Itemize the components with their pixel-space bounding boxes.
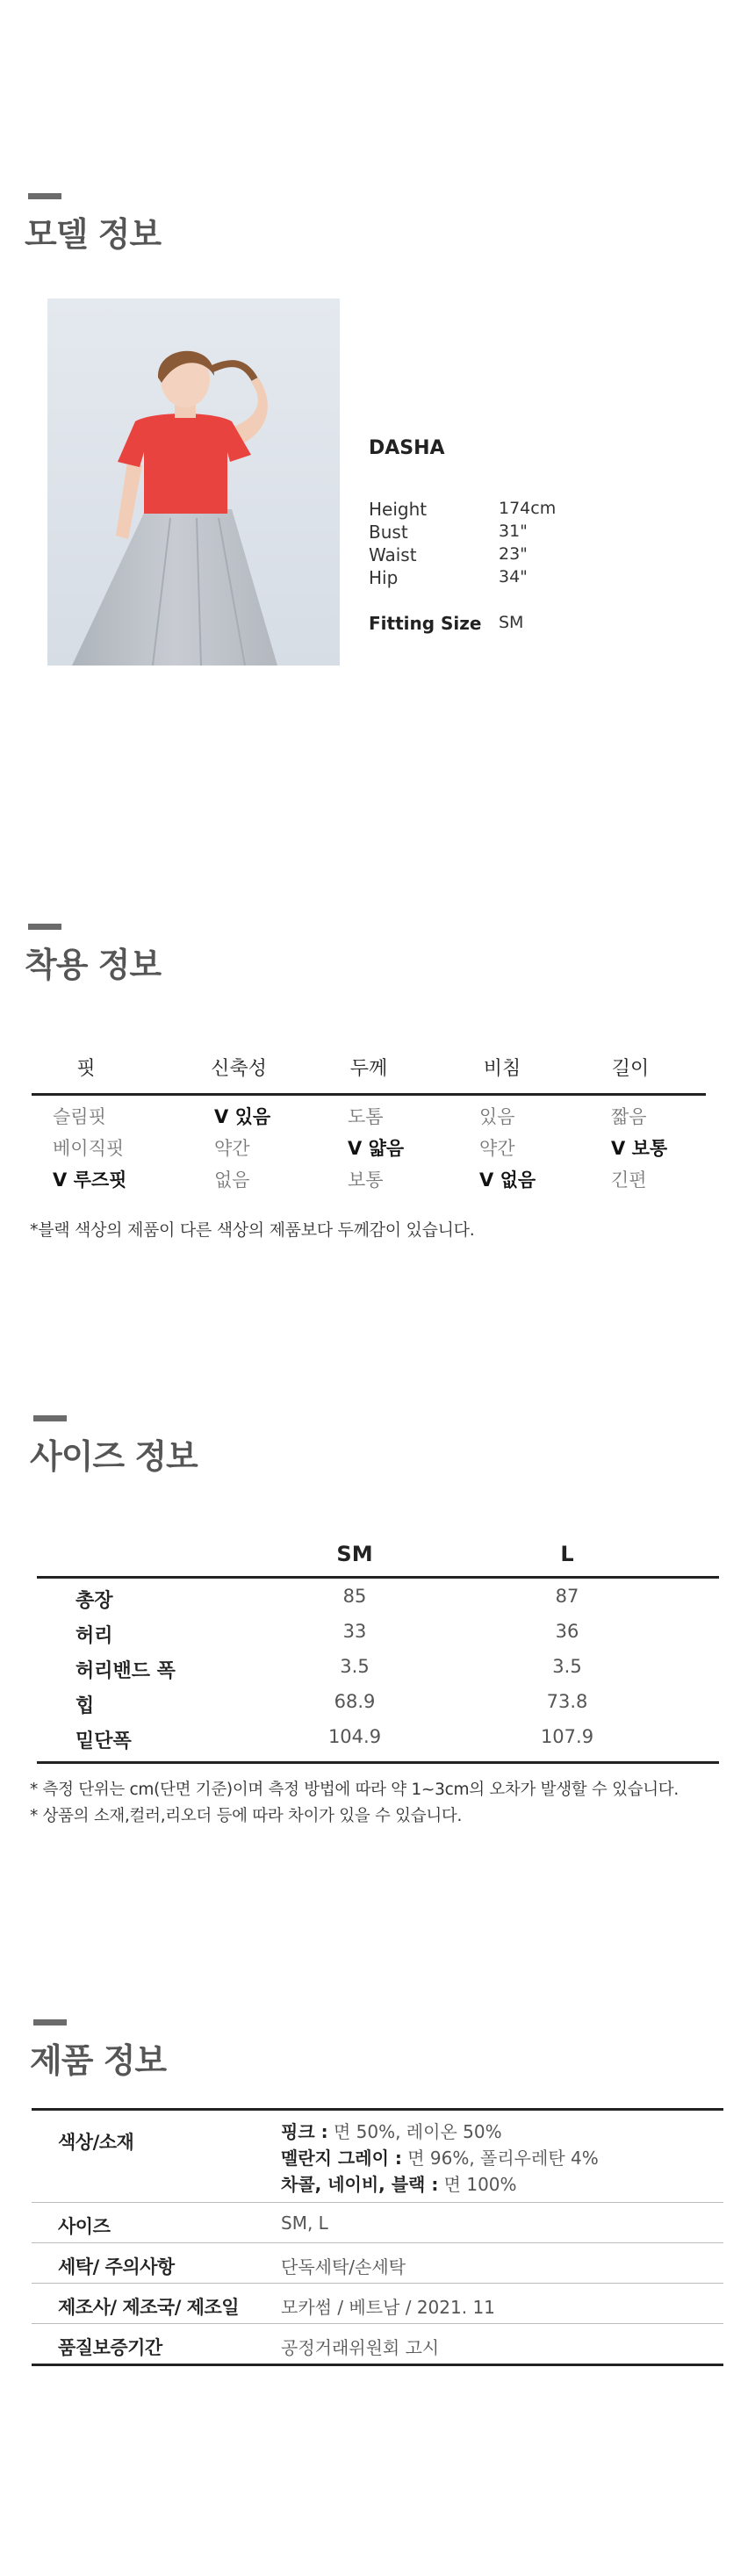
fit-option: 베이직핏 — [53, 1138, 125, 1159]
stat-row — [369, 499, 632, 522]
size-row-label: 밑단폭 — [76, 1731, 132, 1752]
model-photo — [47, 299, 340, 666]
stat-row — [369, 567, 632, 590]
fit-option: 짧음 — [611, 1106, 647, 1127]
material-text: 면 50%, 레이온 50% — [327, 2121, 502, 2142]
product-label: 색상/소재 — [58, 2132, 134, 2153]
size-table-bottom-line — [37, 1761, 719, 1764]
fit-option-selected: V 없음 — [479, 1169, 536, 1191]
size-row-label: 총장 — [76, 1590, 113, 1612]
model-name: DASHA — [369, 437, 445, 459]
stat-row — [369, 544, 632, 567]
material-line — [281, 2170, 517, 2196]
size-note: * 상품의 소재,컬러,리오더 등에 따라 차이가 있을 수 있습니다. — [30, 1807, 463, 1825]
product-value: SM, L — [281, 2213, 328, 2234]
fit-option-selected: V 보통 — [611, 1138, 668, 1159]
size-value: 107.9 — [540, 1726, 594, 1747]
size-section-title: 사이즈 정보 — [30, 1437, 198, 1476]
product-section-title: 제품 정보 — [30, 2041, 167, 2080]
fit-header: 비침 — [483, 1058, 521, 1080]
material-color: 차콜, 네이비, 블랙 : — [281, 2174, 439, 2195]
size-column-header: L — [560, 1542, 574, 1566]
material-text: 면 96%, 폴리우레탄 4% — [401, 2148, 599, 2169]
section-marker — [28, 924, 61, 930]
fit-option: 보통 — [348, 1169, 384, 1191]
fit-option: 슬림핏 — [53, 1106, 106, 1127]
product-label: 품질보증기간 — [58, 2337, 162, 2358]
material-color: 핑크 : — [281, 2121, 328, 2142]
material-text: 면 100% — [438, 2174, 517, 2195]
product-value: 단독세탁/손세탁 — [281, 2256, 406, 2277]
fit-option-selected: V 루즈핏 — [53, 1169, 127, 1191]
product-value: 공정거래위원회 고시 — [281, 2337, 440, 2358]
fit-table-divider — [32, 1093, 706, 1096]
material-color: 멜란지 그레이 : — [281, 2148, 402, 2169]
size-value: 68.9 — [334, 1691, 376, 1712]
section-marker — [33, 1415, 67, 1421]
fit-option: 있음 — [479, 1106, 515, 1127]
size-value: 3.5 — [340, 1656, 370, 1677]
size-note: * 측정 단위는 cm(단면 기준)이며 측정 방법에 따라 약 1~3cm의 오차가 발생할 수 있습니다. — [30, 1781, 679, 1799]
fit-header: 핏 — [76, 1058, 96, 1080]
stat-label: Waist — [369, 544, 417, 565]
product-value: 모카썸 / 베트남 / 2021. 11 — [281, 2297, 495, 2318]
fitting-size-label: Fitting Size — [369, 613, 482, 634]
product-table-bottom-line — [32, 2364, 723, 2366]
size-value: 36 — [555, 1621, 579, 1642]
size-table-top-line — [37, 1576, 719, 1579]
product-row-divider — [32, 2242, 723, 2243]
size-row-label: 허리밴드 폭 — [76, 1660, 176, 1682]
product-row-divider — [32, 2283, 723, 2284]
size-row-label: 힙 — [76, 1695, 95, 1717]
model-section-title: 모델 정보 — [25, 215, 162, 254]
size-value: 3.5 — [552, 1656, 582, 1677]
fit-note: *블랙 색상의 제품이 다른 색상의 제품보다 두께감이 있습니다. — [30, 1220, 475, 1240]
size-value: 85 — [342, 1586, 367, 1607]
fit-header: 두께 — [349, 1058, 388, 1080]
product-label: 제조사/ 제조국/ 제조일 — [58, 2297, 240, 2318]
size-value: 87 — [555, 1586, 579, 1607]
fit-header: 신축성 — [211, 1058, 267, 1080]
fit-option: 도톰 — [348, 1106, 384, 1127]
stat-value: 34" — [499, 567, 528, 586]
stat-value: 23" — [499, 544, 528, 564]
product-row-divider — [32, 2323, 723, 2324]
size-value: 73.8 — [546, 1691, 588, 1712]
fitting-size-value: SM — [499, 613, 524, 632]
size-row-label: 허리 — [76, 1625, 113, 1647]
product-label: 사이즈 — [58, 2216, 111, 2237]
section-marker — [33, 2019, 67, 2026]
stat-label: Height — [369, 499, 428, 520]
material-line — [281, 2144, 599, 2169]
stat-label: Hip — [369, 567, 399, 588]
fit-section-title: 착용 정보 — [25, 946, 162, 984]
size-value: 104.9 — [327, 1726, 382, 1747]
fit-option: 약간 — [479, 1138, 515, 1159]
stat-label: Bust — [369, 522, 408, 543]
fit-option: 약간 — [214, 1138, 250, 1159]
stat-row — [369, 522, 632, 544]
size-column-header: SM — [336, 1542, 373, 1566]
product-table-top-line — [32, 2108, 723, 2111]
fit-option-selected: V 얇음 — [348, 1138, 405, 1159]
fit-option-selected: V 있음 — [214, 1106, 271, 1127]
stat-value: 31" — [499, 522, 528, 541]
fit-option: 없음 — [214, 1169, 250, 1191]
size-value: 33 — [342, 1621, 367, 1642]
fit-option: 긴편 — [611, 1169, 647, 1191]
section-marker — [28, 193, 61, 199]
product-row-divider — [32, 2202, 723, 2203]
fit-header: 길이 — [611, 1058, 650, 1080]
product-label: 세탁/ 주의사항 — [58, 2256, 175, 2277]
stat-value: 174cm — [499, 499, 557, 518]
fitting-size-row — [369, 613, 632, 636]
material-line — [281, 2118, 502, 2143]
